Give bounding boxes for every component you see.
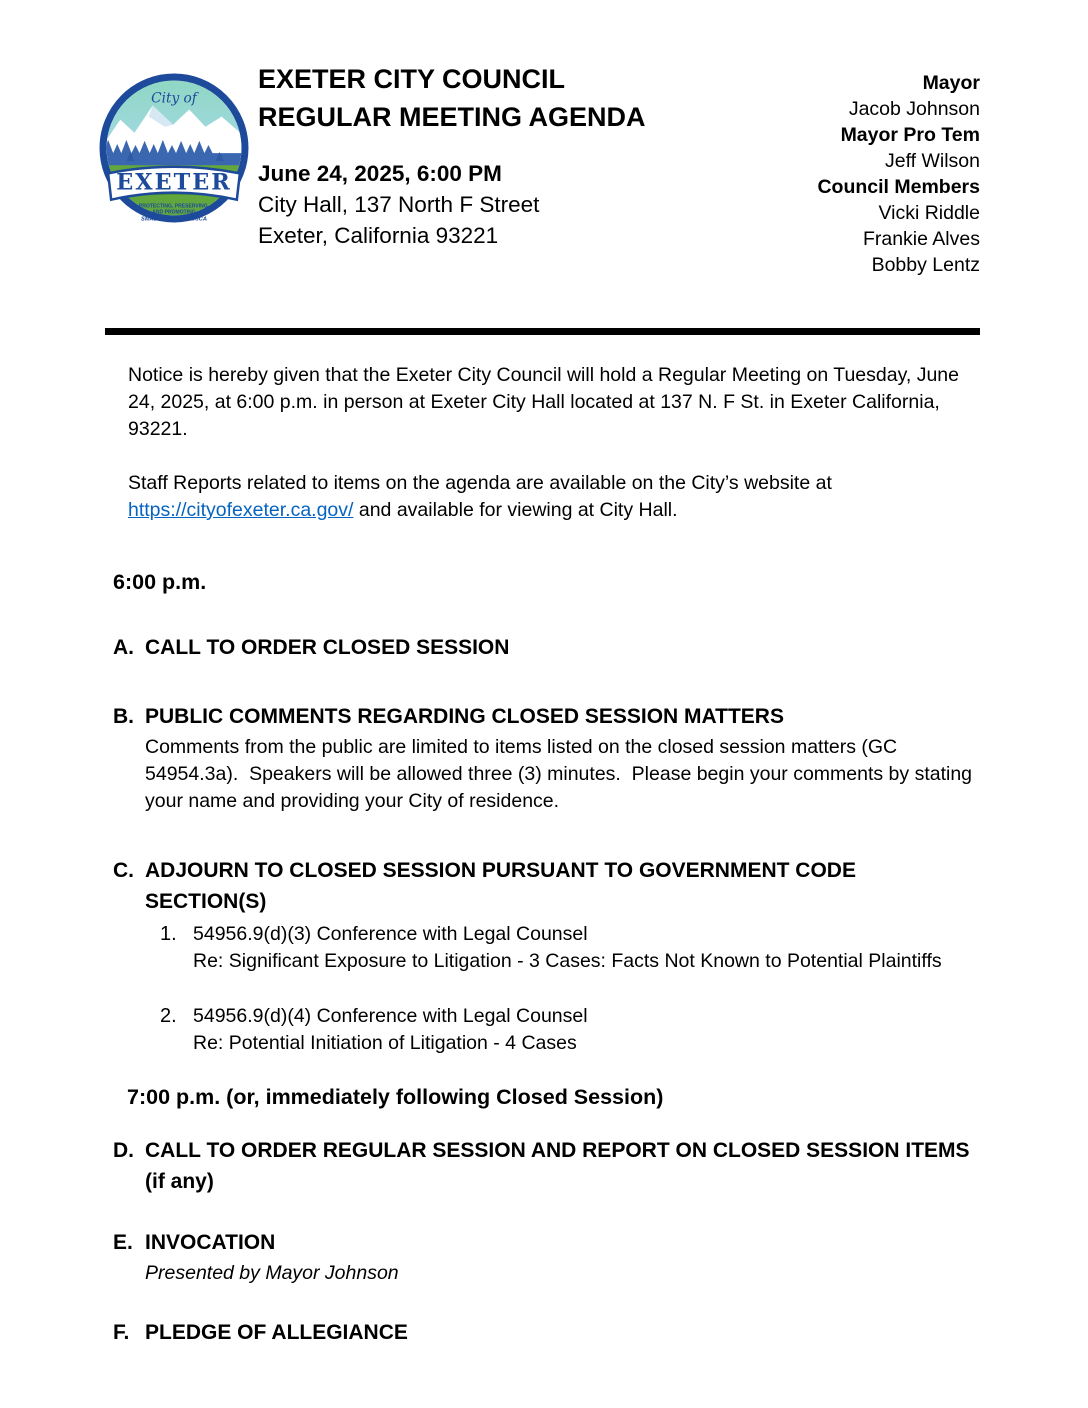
header-divider-rule (105, 328, 980, 335)
officials-list (817, 70, 980, 278)
section-e-title: INVOCATION (145, 1231, 276, 1254)
agenda-section-a (113, 632, 980, 663)
document-title-block (258, 60, 646, 251)
document-body (113, 362, 980, 1348)
item-2-line1: 54956.9(d)(4) Conference with Legal Counsel (193, 1005, 588, 1027)
official-role-council-members: Council Members (817, 176, 980, 198)
staff-reports-text-after-link: and available for viewing at City Hall. (353, 499, 678, 521)
agenda-section-e (113, 1227, 980, 1287)
section-d-letter: D. (113, 1139, 134, 1162)
logo-tagline-line1: PROTECTING, PRESERVING, (138, 203, 210, 210)
section-c-items (145, 917, 980, 1057)
section-a-title: CALL TO ORDER CLOSED SESSION (145, 636, 510, 659)
official-name-mayor-pro-tem: Jeff Wilson (884, 150, 980, 172)
time-header-7pm: 7:00 p.m. (or, immediately following Closed Session) (127, 1085, 664, 1109)
section-c-title: ADJOURN TO CLOSED SESSION PURSUANT TO GOVERNMENT CODE SECTION(S) (145, 859, 856, 913)
section-b-description: Comments from the public are limited to items listed on the closed session matters (GC 54954.3a). Speakers will be allowed three (3) minutes. Please begin your comments by stating your name and providing your City of residence. (145, 736, 978, 812)
agenda-section-c (113, 855, 980, 1057)
official-name-council-member-3: Bobby Lentz (871, 254, 980, 276)
agenda-section-d (113, 1135, 980, 1197)
agenda-section-b (113, 701, 980, 815)
item-2-line2: Re: Potential Initiation of Litigation - 4 Cases (193, 1032, 577, 1054)
meeting-datetime: June 24, 2025, 6:00 PM (258, 161, 502, 186)
time-header-6pm: 6:00 p.m. (113, 570, 207, 594)
logo-tagline-line3: SMALL TOWN AMERICA (141, 216, 207, 223)
meeting-venue: City Hall, 137 North F Street (258, 192, 540, 217)
official-name-council-member-1: Vicki Riddle (878, 202, 980, 224)
section-c-letter: C. (113, 859, 134, 882)
staff-reports-paragraph (128, 470, 968, 524)
section-b-title: PUBLIC COMMENTS REGARDING CLOSED SESSION MATTERS (145, 705, 784, 728)
logo-city-name: EXETER (116, 169, 232, 196)
item-2-number: 2. (160, 1005, 177, 1027)
document-title-line1: EXETER CITY COUNCIL (258, 64, 566, 94)
city-website-link[interactable]: https://cityofexeter.ca.gov/ (128, 499, 354, 521)
section-f-letter: F. (113, 1321, 130, 1344)
official-role-mayor-pro-tem: Mayor Pro Tem (840, 124, 980, 146)
section-e-letter: E. (113, 1231, 133, 1254)
closed-session-item-1 (160, 921, 980, 975)
item-1-line1: 54956.9(d)(3) Conference with Legal Counsel (193, 923, 588, 945)
official-role-mayor: Mayor (922, 72, 980, 94)
section-f-title: PLEDGE OF ALLEGIANCE (145, 1321, 408, 1344)
item-1-line2: Re: Significant Exposure to Litigation - 3 Cases: Facts Not Known to Potential Plaintiffs (193, 950, 942, 972)
notice-paragraph: Notice is hereby given that the Exeter City Council will hold a Regular Meeting on Tuesday, June 24, 2025, at 6:00 p.m. in person at Exeter City Hall located at 137 N. F St. in Exeter California, 93221. (128, 364, 965, 440)
closed-session-item-2 (160, 1003, 980, 1057)
notice-block (128, 362, 968, 524)
staff-reports-text-before-link: Staff Reports related to items on the agenda are available on the City’s website at (128, 472, 838, 494)
section-e-presenter-note: Presented by Mayor Johnson (145, 1262, 399, 1284)
official-name-mayor: Jacob Johnson (848, 98, 980, 120)
official-name-council-member-2: Frankie Alves (862, 228, 980, 250)
logo-tagline-line2: AND PROMOTING (152, 209, 196, 216)
agenda-section-f (113, 1317, 980, 1348)
meeting-city-state-zip: Exeter, California 93221 (258, 223, 499, 248)
document-title-line2: REGULAR MEETING AGENDA (258, 102, 646, 132)
exeter-city-logo (98, 72, 250, 224)
logo-script-text: City of (151, 90, 197, 107)
section-b-letter: B. (113, 705, 134, 728)
exeter-city-seal-icon (98, 72, 250, 224)
section-d-title: CALL TO ORDER REGULAR SESSION AND REPORT ON CLOSED SESSION ITEMS (if any) (145, 1139, 970, 1193)
section-a-letter: A. (113, 636, 134, 659)
item-1-number: 1. (160, 923, 177, 945)
